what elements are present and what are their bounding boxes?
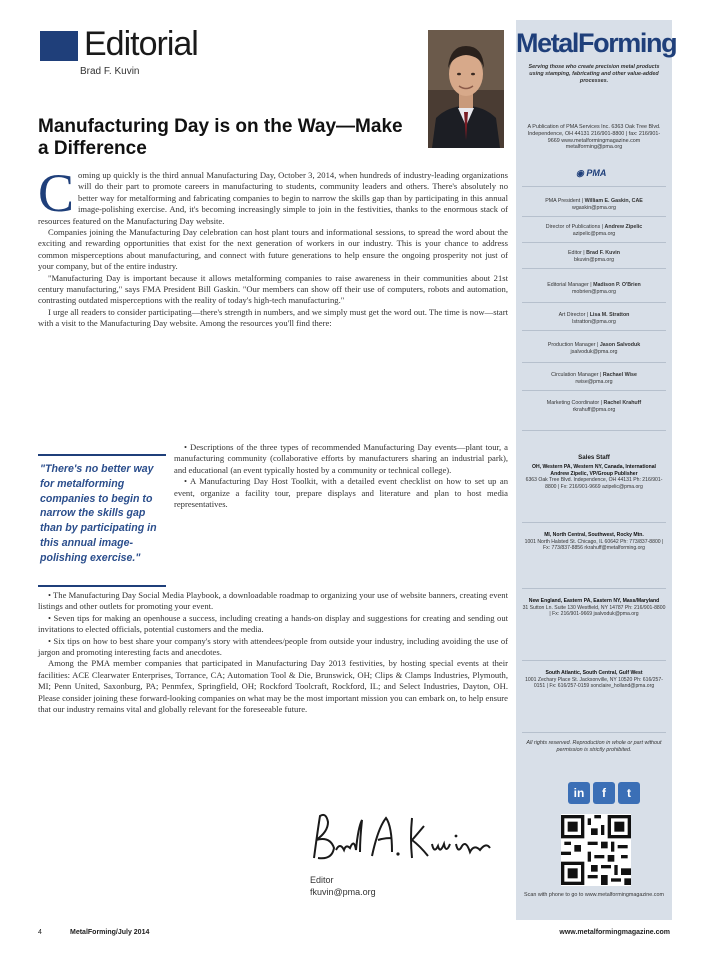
- staff-entry: Editor | Brad F. Kuvin bkuvin@pma.org: [567, 250, 621, 263]
- divider: [522, 186, 666, 187]
- divider: [522, 302, 666, 303]
- bullet-item: • A Manufacturing Day Host Toolkit, with a detailed event checklist on how to set up an event, organize a facility tour, prepare displays and literature and plan to host media representatives.: [174, 476, 508, 510]
- divider: [522, 242, 666, 243]
- sales-region: South Atlantic, South Central, Gulf West 1001 Zechary Place St. Jacksonville, NY 10520 Ph: 616/257-0151 | Fx: 616/257-0159 sonclaire_holland@pma.org: [525, 670, 663, 689]
- org-logo: ◉ PMA: [576, 168, 607, 178]
- sales-staff-heading: Sales Staff: [578, 454, 610, 461]
- staff-entry: Director of Publications | Andrew Zipelic azipelic@pma.org: [545, 224, 643, 237]
- linkedin-icon[interactable]: in: [568, 782, 590, 804]
- staff-entry: Circulation Manager | Rachael Wise rwise@pma.org: [551, 372, 637, 385]
- pull-quote-text: "There's no better way for metalforming companies to begin to narrow the skills gap than by participating in this annual image-polishing exercise.": [40, 463, 157, 564]
- divider: [522, 390, 666, 391]
- staff-entry: PMA President | William E. Gaskin, CAE wgaskin@pma.org: [545, 198, 643, 211]
- article-body-bottom: [38, 590, 508, 715]
- bullet-item: • The Manufacturing Day Social Media Playbook, a downloadable roadmap to organizing your use of website banners, creating event listings and other outlets for promoting your event.: [38, 590, 508, 612]
- author-photo: [428, 30, 504, 148]
- paragraph-5: Among the PMA member companies that participated in Manufacturing Day 2013 festivities, by hosting special events at their facilities: ACE Clearwater Enterprises, Torrance, CA; Automation Tool & Die, Brunswick, OH; Clips & Clamps Industries, Plymouth, MI; Penn United, Saxonburg, PA; Penmfex, Springfield, OH; Rockford Toolcraft, Rockford, IL; and Select Industries, Dayton, OH. Please consider joining these forward-looking companies on what may be the most important mission you can embark on, to help ensure that our industry remains vital and globally relevant for the foreseeable future.: [38, 658, 508, 715]
- staff-entry: Marketing Coordinator | Rachel Krahuff rkrahuff@pma.org: [546, 400, 642, 413]
- paragraph-1: Coming up quickly is the third annual Manufacturing Day, October 3, 2014, when hundreds of industry-leading organizations will do their part to promote careers in manufacturing to students, community leaders and others. There's absolutely no better way for metalforming and fabricating companies to begin to narrow the skills gap than by participating in this annual image-polishing exercise. And, it's becoming increasingly simple to join in the festivities, thanks to the enormous stack of resources featured on the Manufacturing Day website.: [38, 163, 508, 226]
- article-headline: Manufacturing Day is on the Way—Make a Difference: [38, 116, 403, 159]
- author-portrait-image: [428, 30, 504, 148]
- page-number: 4: [38, 929, 42, 936]
- sales-region: New England, Eastern PA, Eastern NY, Mass/Maryland 31 Sutton Ln. Suite 130 Westfield, NY 14787 Ph: 216/901-8800 | Fx: 216/901-9669 jsalvoduk@pma.org: [522, 598, 666, 617]
- footer-publication: MetalForming/July 2014: [70, 929, 150, 936]
- qr-caption: Scan with phone to go to www.metalformingmagazine.com: [524, 892, 664, 898]
- pull-quote: [38, 454, 166, 587]
- divider: [522, 522, 666, 523]
- article-body-top: [38, 163, 508, 330]
- rights-notice: All rights reserved. Reproduction in whole or part without permission is strictly prohibited.: [526, 740, 662, 753]
- divider: [522, 660, 666, 661]
- staff-entry: Production Manager | Jason Salvoduk jsalvoduk@pma.org: [547, 342, 641, 355]
- divider: [522, 216, 666, 217]
- signature-email: fkuvin@pma.org: [310, 887, 376, 897]
- publisher-address: A Publication of PMA Services Inc. 6363 Oak Tree Blvd. Independence, OH 44131 216/901-8800 | fax: 216/901-9669 www.metalformingmagazine.com metalforming@pma.org: [527, 124, 661, 151]
- bullet-item: • Six tips on how to best share your company's story with attendees/people from outside your industry, including avoiding the use of jargon and promoting interesting facts and anecdotes.: [38, 635, 508, 658]
- section-color-block: [40, 31, 78, 61]
- bullet-item: • Seven tips for making an openhouse a success, including creating a hands-on display and suggestions for creating and sending out invitations to elected officials, potential customers and the media.: [38, 612, 508, 635]
- divider: [522, 268, 666, 269]
- qr-code-icon[interactable]: [561, 814, 631, 886]
- staff-entry: Editorial Manager | Madison P. O'Brien mobrien@pma.org: [547, 282, 641, 295]
- magazine-logo: MetalForming: [516, 28, 677, 58]
- masthead-sidebar: [516, 20, 677, 920]
- divider: [522, 430, 666, 431]
- divider: [522, 330, 666, 331]
- paragraph-2: Companies joining the Manufacturing Day celebration can host plant tours and informational sessions, to spread the word about the exciting and rewarding opportunities that exist for the next generation of workers in our industry. This is your chance to address common misperceptions about manufacturing, and connect with future generations to help ensure the ongoing prosperity not just of your company, but of the entire industry.: [38, 227, 508, 272]
- footer-url: www.metalformingmagazine.com: [559, 929, 670, 936]
- divider: [522, 362, 666, 363]
- org-logo-mark: ◉: [576, 168, 587, 178]
- facebook-icon[interactable]: f: [593, 782, 615, 804]
- sales-region: MI, North Central, Southwest, Rocky Mtn. 1001 North Halsted St. Chicago, IL 60642 Ph: 773/837-8800 | Fx: 773/837-8856 rkrahuff@metalforming.org: [524, 532, 664, 551]
- article-body-column: [174, 442, 508, 510]
- sales-region: OH, Western PA, Western NY, Canada, International Andrew Zipelic, VP/Group Publisher 6363 Oak Tree Blvd. Independence, OH 44131 Ph: 216/901-8800 | Fx: 216/901-9669 azipelic@pma.org: [525, 464, 663, 490]
- divider: [522, 732, 666, 733]
- bullet-item: • Descriptions of the three types of recommended Manufacturing Day events—plant tour, a manufacturing community (collaborative efforts by manufacturers sharing an industrial park), and educational (an event typically hosted by a community or technical college).: [174, 442, 508, 475]
- paragraph-3: "Manufacturing Day is important because it allows metalforming companies to raise awareness in their communities about 21st century manufacturing," says FMA President Bill Gaskin. "Our members can show off their use of computers, robots and automation, contrasting outdated misperceptions with the reality of today's high-tech manufacturing.": [38, 272, 508, 306]
- mission-statement: Serving those who create precision metal products using stamping, fabricating and other value-added processes.: [528, 64, 660, 84]
- signature-title: Editor: [310, 875, 334, 885]
- section-title: Editorial: [84, 25, 198, 63]
- signature-image: [308, 808, 494, 872]
- staff-entry: Art Director | Lisa M. Stratton lstratton@pma.org: [558, 312, 630, 325]
- twitter-icon[interactable]: t: [618, 782, 640, 804]
- paragraph-4: I urge all readers to consider participating—there's strength in numbers, and we simply must get the word out. The time is now—start with a visit to the Manufacturing Day website. Among the resources you'll find there:: [38, 306, 508, 329]
- drop-cap: C: [38, 163, 75, 223]
- divider: [522, 588, 666, 589]
- byline: Brad F. Kuvin: [80, 66, 140, 77]
- social-icons: [568, 782, 631, 806]
